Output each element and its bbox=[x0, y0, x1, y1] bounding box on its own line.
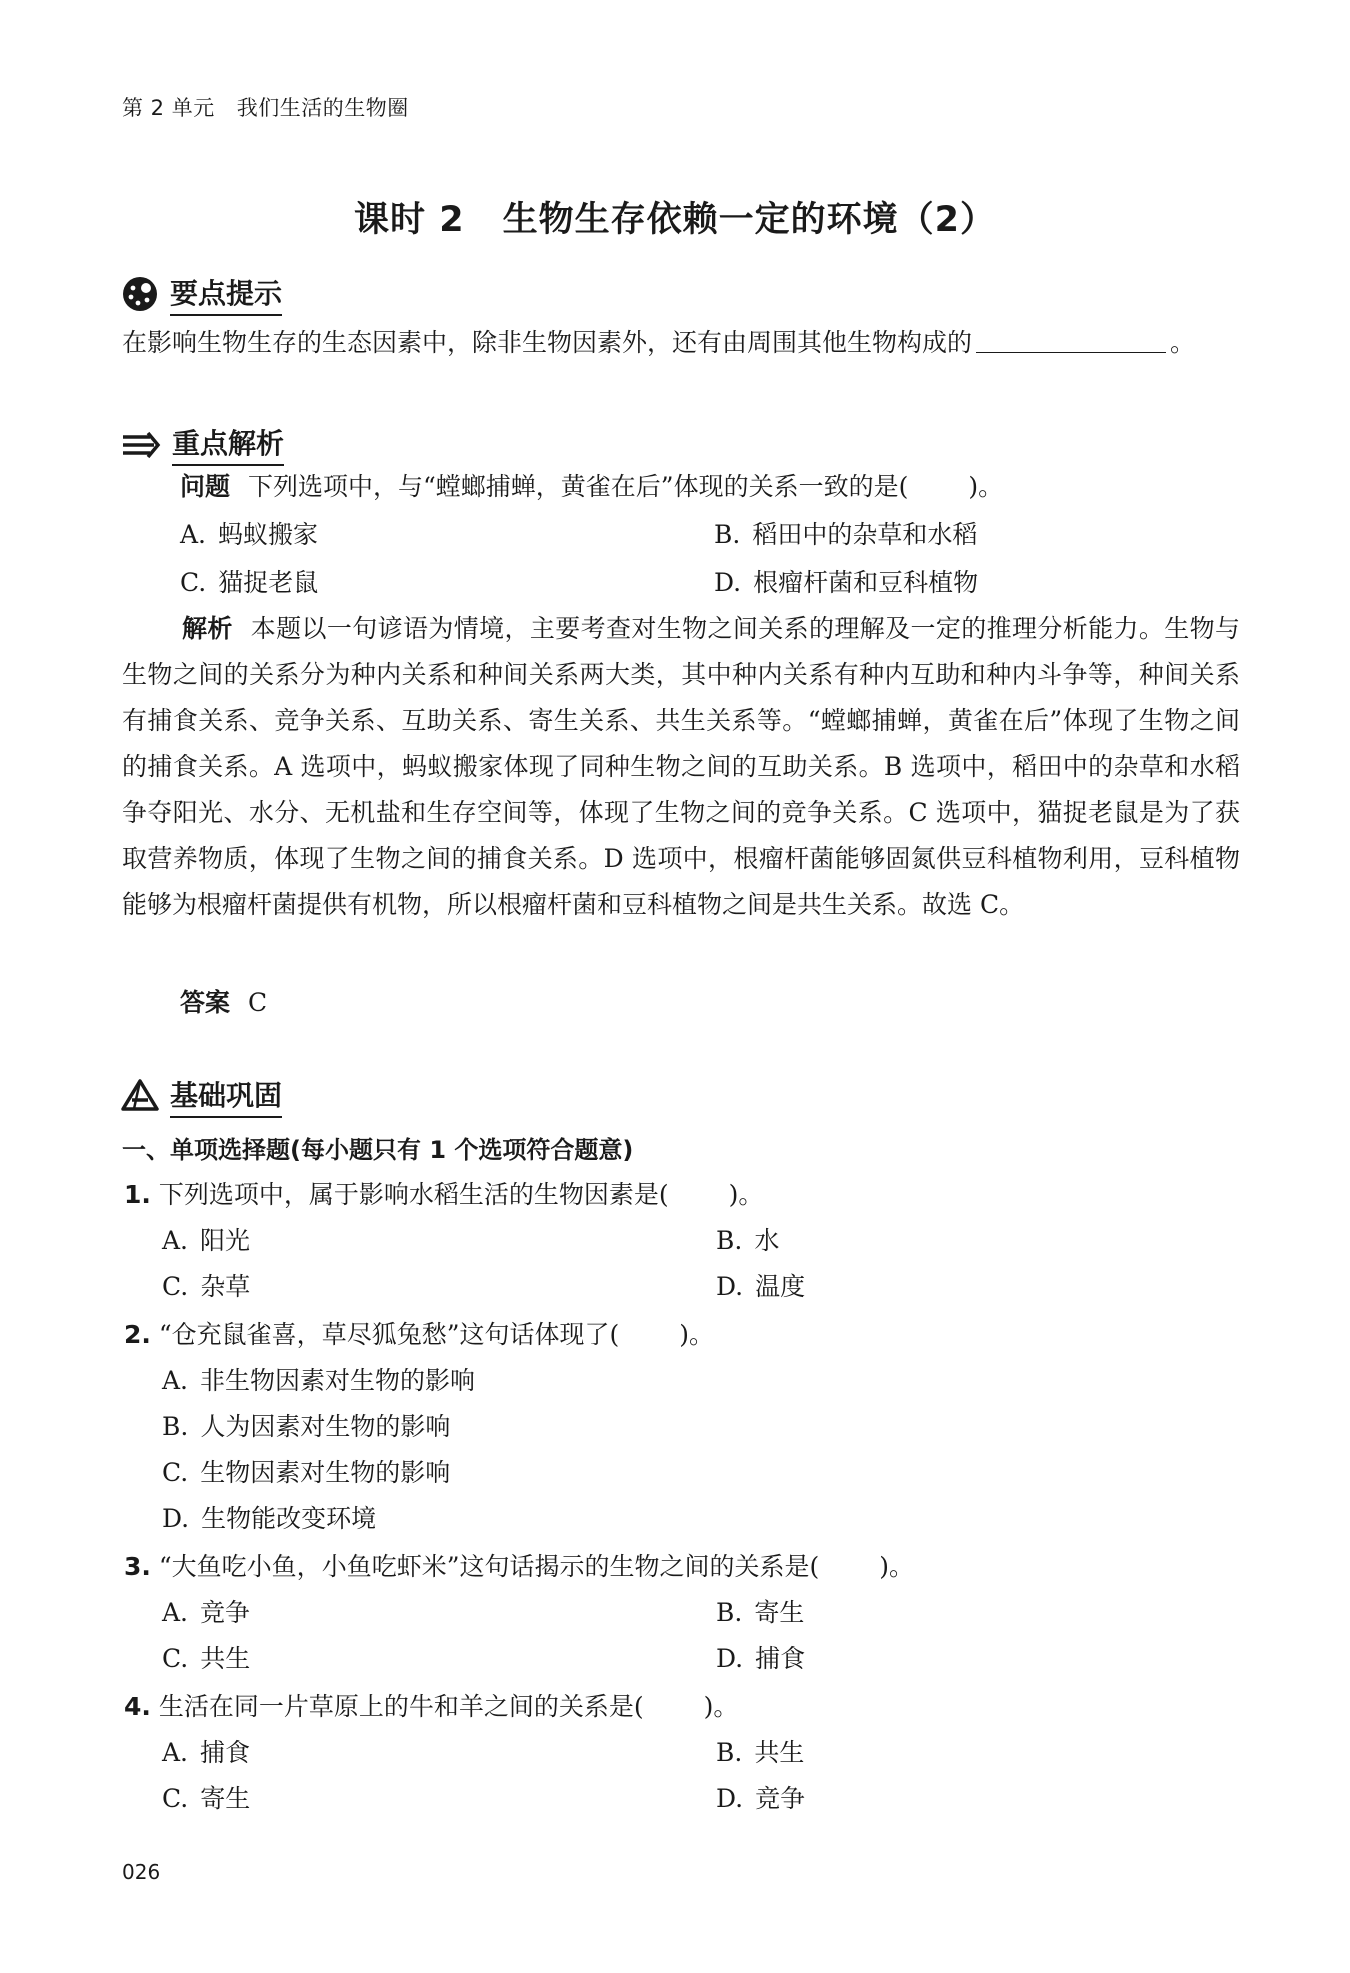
unit-number: 第 2 单元 bbox=[122, 96, 215, 120]
analysis-title: 重点解析 bbox=[172, 422, 284, 466]
key-points-text: 在影响生物生存的生态因素中，除非生物因素外，还有由周围其他生物构成的 。 bbox=[122, 328, 1196, 357]
analysis-heading bbox=[120, 422, 284, 466]
running-header bbox=[122, 92, 409, 122]
q3-option-c: C. 共生 bbox=[162, 1644, 251, 1673]
q4-option-a: A. 捕食 bbox=[162, 1738, 251, 1767]
q4-option-b: B. 共生 bbox=[716, 1738, 805, 1767]
q2-option-c: C. 生物因素对生物的影响 bbox=[162, 1458, 451, 1487]
q4-option-d: D. 竞争 bbox=[716, 1784, 806, 1813]
answer-label: 答案 bbox=[180, 988, 231, 1017]
question-4: 4. 生活在同一片草原上的牛和羊之间的关系是( )。 bbox=[124, 1692, 739, 1721]
question-2: 2. “仓充鼠雀喜，草尽狐兔愁”这句话体现了( )。 bbox=[124, 1320, 714, 1349]
q2-option-d: D. 生物能改变环境 bbox=[162, 1504, 377, 1533]
lesson-label: 课时 2 bbox=[354, 200, 465, 240]
analysis-paragraph bbox=[122, 606, 1240, 928]
key-points-title: 要点提示 bbox=[170, 272, 282, 316]
answer-value: C bbox=[248, 988, 268, 1017]
example-option-d: D. 根瘤杆菌和豆科植物 bbox=[714, 568, 979, 597]
q1-option-a: A. 阳光 bbox=[162, 1226, 251, 1255]
practice-icon bbox=[120, 1078, 160, 1114]
example-option-b: B. 稻田中的杂草和水稻 bbox=[714, 520, 978, 549]
question-3: 3. “大鱼吃小鱼，小鱼吃虾米”这句话揭示的生物之间的关系是( )。 bbox=[124, 1552, 914, 1581]
practice-subheading: 一、单项选择题(每小题只有 1 个选项符合题意) bbox=[122, 1136, 634, 1164]
q3-option-b: B. 寄生 bbox=[716, 1598, 805, 1627]
key-points-icon bbox=[120, 274, 160, 314]
analysis-icon bbox=[120, 428, 162, 460]
key-points-heading bbox=[120, 272, 282, 316]
question-1: 1. 下列选项中，属于影响水稻生活的生物因素是( )。 bbox=[124, 1180, 764, 1209]
q3-option-a: A. 竞争 bbox=[162, 1598, 251, 1627]
q4-option-c: C. 寄生 bbox=[162, 1784, 251, 1813]
lesson-title bbox=[0, 192, 1350, 242]
example-option-a: A. 蚂蚁搬家 bbox=[180, 520, 319, 549]
q1-option-b: B. 水 bbox=[716, 1226, 780, 1255]
q2-option-a: A. 非生物因素对生物的影响 bbox=[162, 1366, 476, 1395]
example-answer bbox=[180, 986, 267, 1020]
unit-title: 我们生活的生物圈 bbox=[236, 96, 409, 120]
q1-option-c: C. 杂草 bbox=[162, 1272, 251, 1301]
analysis-body: 本题以一句谚语为情境，主要考查对生物之间关系的理解及一定的推理分析能力。生物与生物之间的关系分为种内关系和种间关系两大类，其中种内关系有种内互助和种内斗争等，种间关系有捕食关系、竞争关系、互助关系、寄生关系、共生关系等。“螳螂捕蝉，黄雀在后”体现了生物之间的捕食关系。A 选项中，蚂蚁搬家体现了同种生物之间的互助关系。B 选项中，稻田中的杂草和水稻争夺阳光、水分、无机盐和生存空间等，体现了生物之间的竞争关系。C 选项中，猫捉老鼠是为了获取营养物质，体现了生物之间的捕食关系。D 选项中，根瘤杆菌能够固氮供豆科植物利用，豆科植物能够为根瘤杆菌提供有机物，所以根瘤杆菌和豆科植物之间是共生关系。故选 C。 bbox=[122, 614, 1240, 919]
question-label: 问题 bbox=[180, 472, 231, 501]
page-number: 026 bbox=[122, 1860, 161, 1884]
q1-option-d: D. 温度 bbox=[716, 1272, 806, 1301]
q3-option-d: D. 捕食 bbox=[716, 1644, 806, 1673]
example-question: 问题 下列选项中，与“螳螂捕蝉，黄雀在后”体现的关系一致的是( )。 bbox=[180, 472, 1004, 501]
analysis-label: 解析 bbox=[182, 614, 233, 643]
lesson-name: 生物生存依赖一定的环境（2） bbox=[502, 200, 996, 240]
example-option-c: C. 猫捉老鼠 bbox=[180, 568, 319, 597]
practice-title: 基础巩固 bbox=[170, 1074, 282, 1118]
q2-option-b: B. 人为因素对生物的影响 bbox=[162, 1412, 451, 1441]
fill-in-blank[interactable] bbox=[976, 328, 1166, 353]
practice-heading bbox=[120, 1074, 282, 1118]
